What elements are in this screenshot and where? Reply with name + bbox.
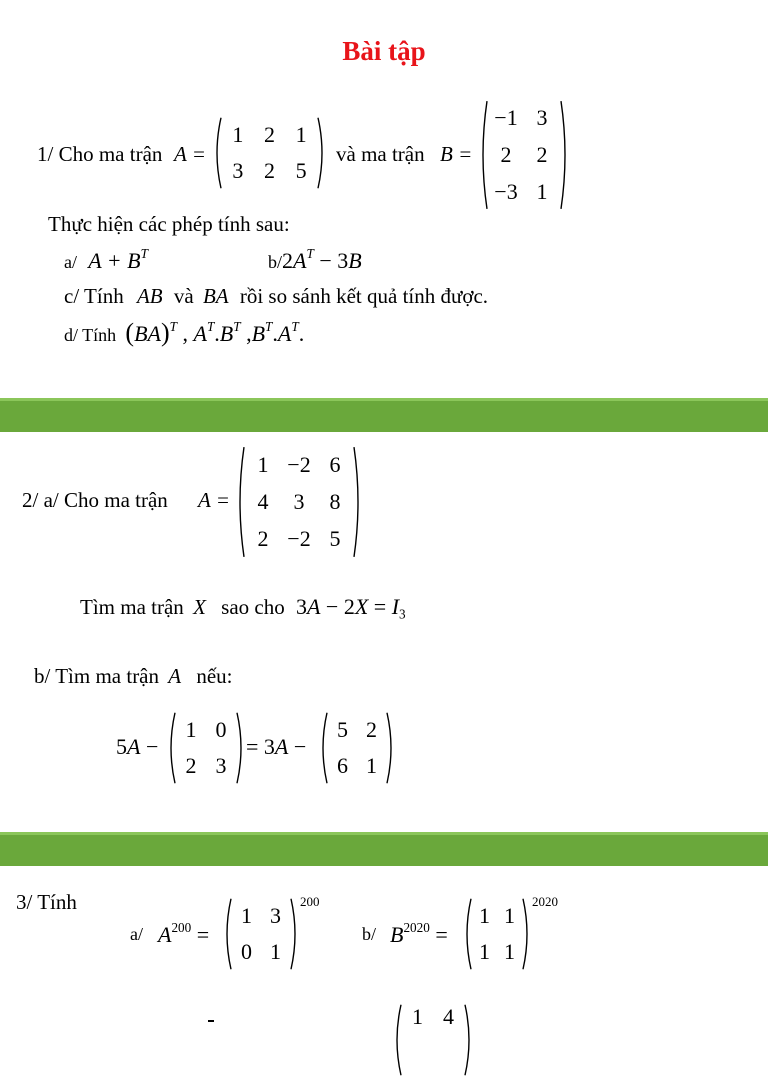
matrix-paren-left <box>318 712 328 784</box>
matrix-cell: −2 <box>287 451 311 477</box>
ex1-item-c-AB: AB <box>136 284 163 308</box>
matrix-cell: 1 <box>185 717 197 742</box>
matrix-paren-right <box>236 712 246 784</box>
ex1-mid-text: và ma trận <box>336 142 425 166</box>
matrix-cell: 3 <box>293 488 305 514</box>
matrix-cell: 5 <box>295 158 307 183</box>
ex1-formula-b: $2A^T - 3B$ <box>282 246 362 273</box>
ex1-formula-d: (BA)$^T$ , $A^T.B^T$ $,B^T.A^T$. <box>125 318 305 347</box>
matrix-cell: 3 <box>270 903 281 928</box>
matrix-cell: 1 <box>504 939 515 964</box>
ex3-a-prefix: a/ <box>130 924 143 944</box>
matrix-paren-right <box>386 712 396 784</box>
ex3-b-lhs: $B^{2020}$ = <box>390 920 448 947</box>
ex1-matrix-A <box>212 117 327 189</box>
matrix-paren-left <box>212 117 222 189</box>
matrix-cell: 1 <box>241 903 252 928</box>
ex3-a-exp: 200 <box>171 920 192 936</box>
section-divider-2 <box>0 832 768 866</box>
matrix-paren-left <box>235 446 245 558</box>
ex1-item-c-prefix: c/ Tính <box>64 284 124 308</box>
matrix-cell: 0 <box>215 717 227 742</box>
ex2-b <box>34 664 233 689</box>
ex3-a-lhs: $A^{200}$ = <box>158 920 210 947</box>
ex1-B-label: B = <box>440 142 473 166</box>
matrix-cell: 6 <box>337 753 348 778</box>
ex1-item-d <box>64 318 304 348</box>
matrix-paren-left <box>166 712 176 784</box>
ex2-intro: 2/ a/ Cho ma trận <box>22 488 168 512</box>
ex3-b-exp: 2020 <box>403 920 430 936</box>
ex2-b-text: b/ Tìm ma trận <box>34 664 160 688</box>
matrix-cell: 1 <box>504 903 515 928</box>
matrix-cell: 1 <box>232 122 244 147</box>
matrix-cell: 8 <box>329 488 341 514</box>
matrix-cell: 3 <box>536 105 548 131</box>
matrix-cell: 5 <box>337 717 348 742</box>
ex2-find-X: X <box>193 595 206 619</box>
matrix-paren-right <box>464 1004 474 1076</box>
ex2-find-such: sao cho <box>221 595 285 619</box>
ex2-b-if: nếu: <box>196 664 233 688</box>
ex1-item-b-prefix: b/ <box>268 252 283 272</box>
ex2-find-text: Tìm ma trận <box>80 595 184 619</box>
ex3-b-power: 2020 <box>532 894 558 909</box>
matrix-paren-left <box>392 1004 402 1076</box>
matrix-cell: 2 <box>500 141 512 167</box>
matrix-cell: 6 <box>329 451 341 477</box>
matrix-cell: 3 <box>215 753 227 778</box>
ex1-matrix-B <box>478 100 570 210</box>
ex1-item-a-prefix: a/ <box>64 252 77 272</box>
matrix-cell: 2 <box>263 122 275 147</box>
matrix-cell: 1 <box>412 1004 423 1029</box>
ex1-task: Thực hiện các phép tính sau: <box>48 212 290 236</box>
matrix-cell: 5 <box>329 526 341 552</box>
matrix-paren-right <box>522 898 532 970</box>
matrix-cell: 1 <box>479 903 490 928</box>
matrix-cell: 3 <box>232 158 244 183</box>
ex3-cut-mark <box>208 1020 214 1022</box>
matrix-paren-right <box>290 898 300 970</box>
matrix-cell: 1 <box>270 939 281 964</box>
matrix-cell: −3 <box>494 178 518 204</box>
ex1-item-b <box>268 248 362 274</box>
ex2-eq-rhs: = 3A − <box>246 734 307 759</box>
matrix-cell: 4 <box>257 488 269 514</box>
ex2-matrix-M1 <box>166 712 246 784</box>
ex1-A-label: A = <box>174 142 206 166</box>
ex1-formula-a: $A + B^T$ <box>88 246 148 273</box>
page-title: Bài tập <box>342 36 426 66</box>
ex2-matrix-M2 <box>318 712 396 784</box>
matrix-cell: 2 <box>263 158 275 183</box>
matrix-cell: 1 <box>536 178 548 204</box>
ex3-a-power: 200 <box>300 894 320 909</box>
matrix-cell: 4 <box>443 1004 454 1029</box>
matrix-cell: 0 <box>241 939 252 964</box>
ex3-intro: 3/ Tính <box>16 890 77 914</box>
matrix-cell: 1 <box>295 122 307 147</box>
ex1-item-d-prefix: d/ Tính <box>64 325 117 345</box>
matrix-paren-right <box>317 117 327 189</box>
ex1-item-c-and: và <box>173 284 194 308</box>
ex2-equation-a: $3A - 2X = I_3$ <box>295 594 406 622</box>
matrix-cell: 2 <box>185 753 197 778</box>
ex3-matrix-B <box>462 898 532 970</box>
matrix-cell: −2 <box>287 526 311 552</box>
ex3-matrix-partial <box>392 1004 474 1076</box>
matrix-paren-left <box>222 898 232 970</box>
matrix-cell: −1 <box>494 105 518 131</box>
ex1-item-c-rest: rồi so sánh kết quả tính được. <box>239 284 489 308</box>
ex3-b-prefix: b/ <box>362 924 377 944</box>
ex2-A-label: A = <box>198 488 230 512</box>
ex2-find <box>80 594 406 620</box>
ex1-item-a <box>64 248 148 274</box>
matrix-paren-left <box>462 898 472 970</box>
ex3-matrix-A <box>222 898 300 970</box>
matrix-paren-right <box>353 446 363 558</box>
ex1-intro: 1/ Cho ma trận <box>37 142 163 166</box>
matrix-cell: 1 <box>257 451 269 477</box>
matrix-cell: 2 <box>536 141 548 167</box>
divider-highlight-2 <box>0 832 768 835</box>
ex2-b-A: A <box>168 664 182 688</box>
ex2-eq-lhs: 5A − <box>116 734 159 759</box>
matrix-cell: 1 <box>366 753 377 778</box>
matrix-cell: 1 <box>479 939 490 964</box>
matrix-cell: 2 <box>366 717 377 742</box>
section-divider <box>0 398 768 432</box>
divider-highlight <box>0 398 768 401</box>
ex1-item-c <box>64 284 488 309</box>
matrix-paren-right <box>560 100 570 210</box>
matrix-cell: 2 <box>257 526 269 552</box>
matrix-paren-left <box>478 100 488 210</box>
ex2-matrix-A <box>235 446 363 558</box>
ex1-item-c-BA: BA <box>202 284 229 308</box>
